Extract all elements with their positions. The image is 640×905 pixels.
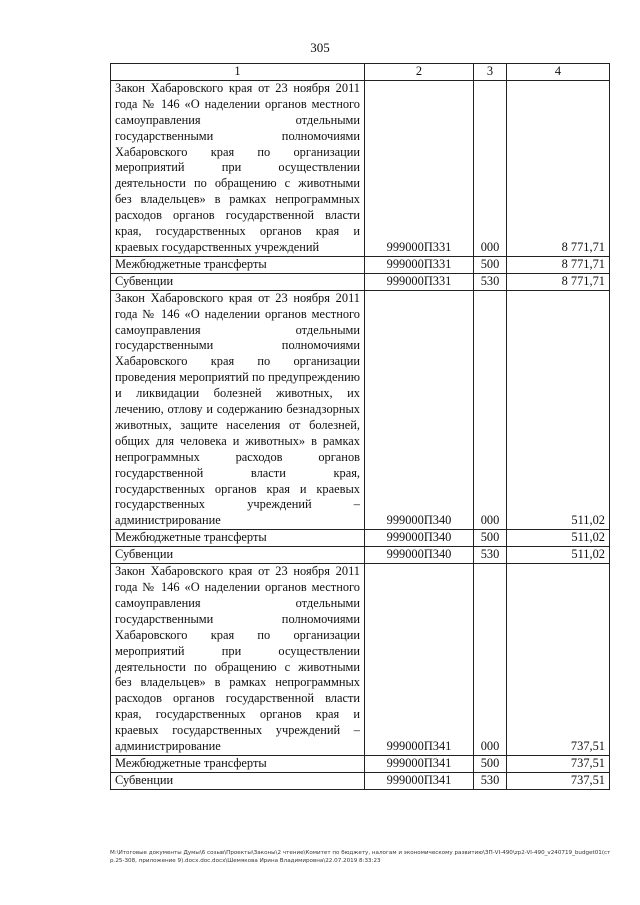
row-description: Закон Хабаровского края от 23 ноября 2011 года № 146 «О наделении органов местного самоуправления отдельными государственными полномочиями Хабаровского края по организации мероприятий при осуществлении деятельности по обращению с животными без владельцев» в рамках непрограммных расходов органов государственной власти края, государственных органов края и краевых государственных учреждений – администрирование bbox=[111, 564, 365, 756]
footer-file-path: M:\Итоговые документы Думы\6 созыв\Проекты\Законы\2 чтение\Комитет по бюджету, налогам и экономическому развитию\ЗП-VI-490\zp2-VI-490_v240719_budget01(стр.25-308, приложение 9).docx.doc.docx\Шемякова Ирина Владимировна\22.07.2019 8:33:23 bbox=[110, 850, 611, 864]
row-type: 500 bbox=[474, 530, 507, 547]
table-header-row bbox=[111, 64, 610, 81]
row-description: Закон Хабаровского края от 23 ноября 2011 года № 146 «О наделении органов местного самоуправления отдельными государственными полномочиями Хабаровского края по организации проведения мероприятий по предупреждению и ликвидации болезней животных, их лечению, отлову и содержанию безнадзорных животных, защите населения от болезней, общих для человека и животных» в рамках непрограммных расходов органов государственной власти края, государственных органов края и краевых государственных учреждений – администрирование bbox=[111, 290, 365, 530]
row-description: Межбюджетные трансферты bbox=[111, 256, 365, 273]
row-amount: 737,51 bbox=[507, 755, 610, 772]
table-row bbox=[111, 273, 610, 290]
row-type: 000 bbox=[474, 80, 507, 256]
row-description: Субвенции bbox=[111, 772, 365, 789]
row-amount: 511,02 bbox=[507, 290, 610, 530]
column-header: 2 bbox=[365, 64, 474, 81]
row-amount: 8 771,71 bbox=[507, 273, 610, 290]
row-type: 530 bbox=[474, 547, 507, 564]
row-code: 999000П340 bbox=[365, 547, 474, 564]
row-code: 999000П341 bbox=[365, 564, 474, 756]
row-type: 000 bbox=[474, 564, 507, 756]
row-code: 999000П340 bbox=[365, 290, 474, 530]
row-type: 530 bbox=[474, 273, 507, 290]
row-amount: 8 771,71 bbox=[507, 80, 610, 256]
table-row bbox=[111, 80, 610, 256]
table-row bbox=[111, 256, 610, 273]
row-type: 530 bbox=[474, 772, 507, 789]
column-header: 4 bbox=[507, 64, 610, 81]
page-number: 305 bbox=[310, 40, 330, 55]
row-amount: 737,51 bbox=[507, 564, 610, 756]
table-row bbox=[111, 564, 610, 756]
row-amount: 737,51 bbox=[507, 772, 610, 789]
row-amount: 511,02 bbox=[507, 547, 610, 564]
row-amount: 511,02 bbox=[507, 530, 610, 547]
row-description: Субвенции bbox=[111, 547, 365, 564]
table-row bbox=[111, 755, 610, 772]
row-code: 999000П331 bbox=[365, 256, 474, 273]
row-code: 999000П331 bbox=[365, 80, 474, 256]
table-row bbox=[111, 547, 610, 564]
column-header: 3 bbox=[474, 64, 507, 81]
row-description: Закон Хабаровского края от 23 ноября 2011 года № 146 «О наделении органов местного самоуправления отдельными государственными полномочиями Хабаровского края по организации мероприятий при осуществлении деятельности по обращению с животными без владельцев» в рамках непрограммных расходов органов государственной власти края, государственных органов края и краевых государственных учреждений bbox=[111, 80, 365, 256]
table-row bbox=[111, 772, 610, 789]
row-code: 999000П341 bbox=[365, 755, 474, 772]
table-row bbox=[111, 530, 610, 547]
row-code: 999000П341 bbox=[365, 772, 474, 789]
row-type: 000 bbox=[474, 290, 507, 530]
row-description: Межбюджетные трансферты bbox=[111, 530, 365, 547]
row-code: 999000П331 bbox=[365, 273, 474, 290]
budget-table bbox=[110, 63, 610, 790]
row-type: 500 bbox=[474, 755, 507, 772]
row-code: 999000П340 bbox=[365, 530, 474, 547]
row-description: Субвенции bbox=[111, 273, 365, 290]
row-amount: 8 771,71 bbox=[507, 256, 610, 273]
column-header: 1 bbox=[111, 64, 365, 81]
row-description: Межбюджетные трансферты bbox=[111, 755, 365, 772]
table-row bbox=[111, 290, 610, 530]
row-type: 500 bbox=[474, 256, 507, 273]
